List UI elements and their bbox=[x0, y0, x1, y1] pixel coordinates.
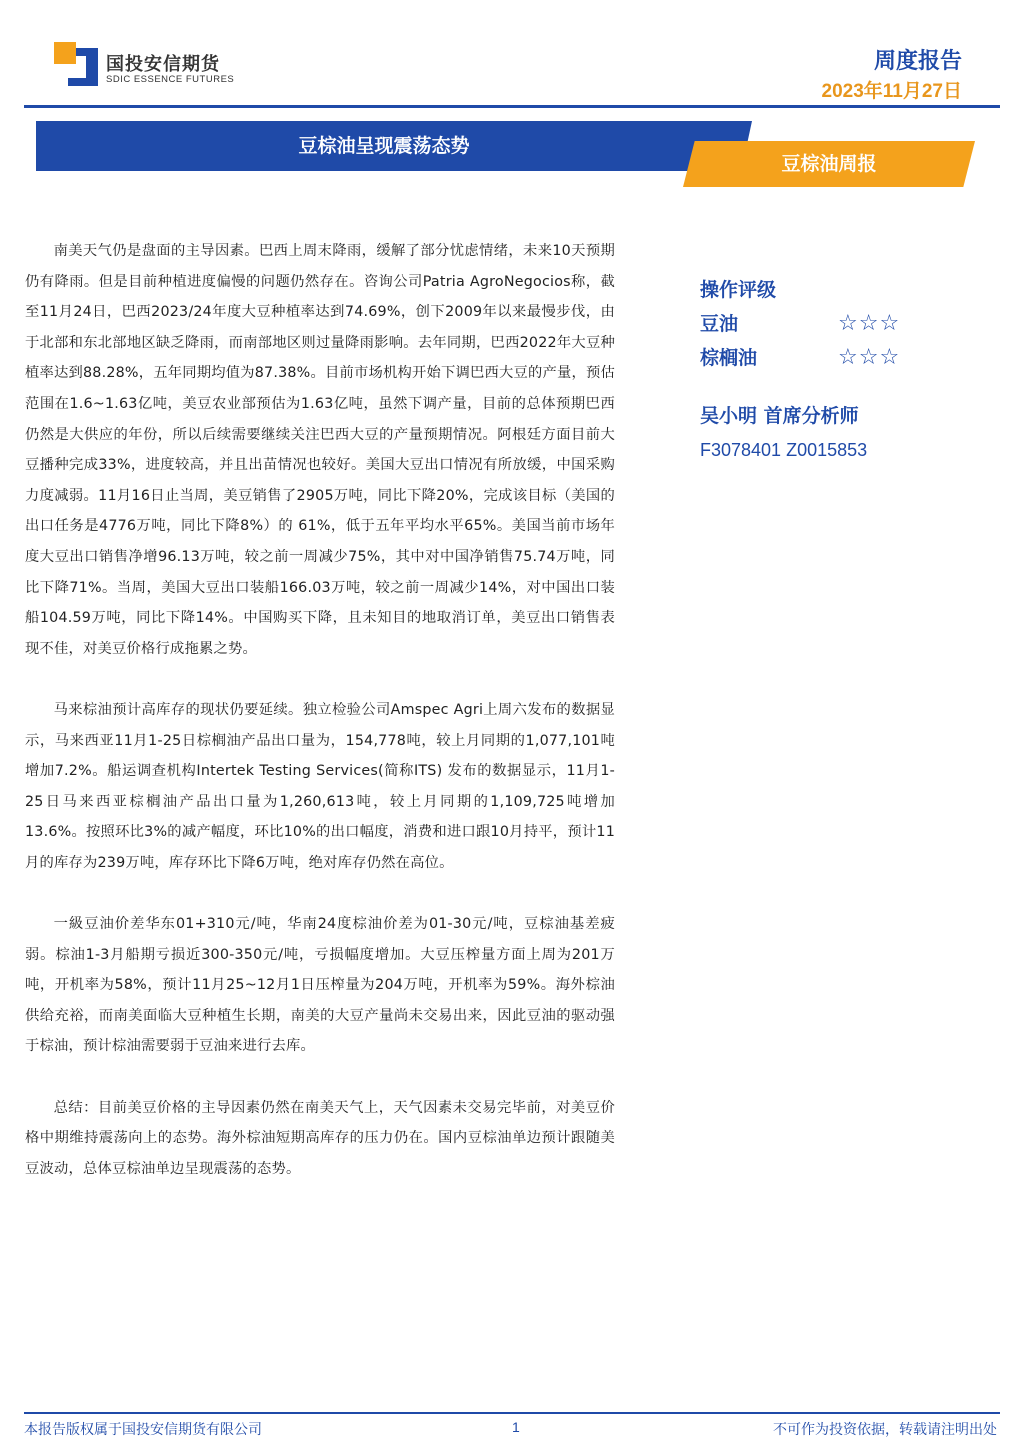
rating-sidebar bbox=[700, 273, 960, 467]
header-divider bbox=[24, 105, 1000, 108]
analyst-name: 吴小明 首席分析师 bbox=[700, 405, 859, 427]
star-rating-icon: ☆☆☆ bbox=[838, 345, 901, 370]
page-number: 1 bbox=[512, 1419, 520, 1435]
footer-divider bbox=[24, 1412, 1000, 1414]
paragraph-soybean: 南美天气仍是盘面的主导因素。巴西上周末降雨，缓解了部分忧虑情绪，未来10天预期仍有降雨。但是目前种植进度偏慢的问题仍然存在。咨询公司Patria AgroNegocios称，截至11月24日，巴西2023/24年度大豆种植率达到74.69%，创下2009年以来最慢步伐，由于北部和东北部地区缺乏降雨，而南部地区则过量降雨影响。去年同期，巴西2022年大豆种植率达到88.28%，五年同期均值为87.38%。目前市场机构开始下调巴西大豆的产量，预估范围在1.6~1.63亿吨，美豆农业部预估为1.63亿吨，虽然下调产量，目前的总体预期巴西仍然是大供应的年份，所以后续需要继续关注巴西大豆的产量预期情况。阿根廷方面目前大豆播种完成33%，进度较高，并且出苗情况也较好。美国大豆出口情况有所放缓，中国采购力度减弱。11月16日止当周，美豆销售了2905万吨，同比下降20%，完成该目标（美国的出口任务是4776万吨，同比下降8%）的 61%，低于五年平均水平65%。美国当前市场年度大豆出口销售净增96.13万吨，较之前一周减少75%，其中对中国净销售75.74万吨，同比下降71%。当周，美国大豆出口装船166.03万吨，较之前一周减少14%，对中国出口装船104.59万吨，同比下降14%。中国购买下降，且未知目的地取消订单，美豆出口销售表现不佳，对美豆价格行成拖累之势。 bbox=[25, 243, 615, 657]
rating-label: 豆油 bbox=[700, 313, 739, 335]
analyst-license: F3078401 Z0015853 bbox=[700, 440, 868, 460]
brand-name-cn: 国投安信期货 bbox=[106, 54, 220, 75]
report-date: 2023年11月27日 bbox=[821, 81, 962, 102]
star-rating-icon: ☆☆☆ bbox=[838, 311, 901, 336]
copyright-notice: 本报告版权属于国投安信期货有限公司 bbox=[24, 1422, 262, 1438]
report-type: 周度报告 bbox=[873, 49, 962, 74]
report-series: 豆棕油周报 bbox=[781, 153, 877, 175]
rating-label: 棕榈油 bbox=[700, 347, 758, 369]
brand-name-en: SDIC ESSENCE FUTURES bbox=[106, 74, 235, 85]
paragraph-summary: 总结：目前美豆价格的主导因素仍然在南美天气上，天气因素未交易完毕前，对美豆价格中期维持震荡向上的态势。海外棕油短期高库存的压力仍在。国内豆棕油单边预计跟随美豆波动，总体豆棕油单边呈现震荡的态势。 bbox=[25, 1099, 615, 1177]
report-body bbox=[25, 236, 615, 1215]
report-title: 豆棕油呈现震荡态势 bbox=[298, 135, 470, 157]
rating-title: 操作评级 bbox=[700, 279, 777, 301]
company-logo bbox=[54, 42, 98, 86]
rating-row-palm-oil bbox=[700, 341, 960, 375]
disclaimer-notice: 不可作为投资依据，转载请注明出处 bbox=[773, 1422, 997, 1438]
rating-row-soybean-oil bbox=[700, 307, 960, 341]
paragraph-palm-oil: 马来棕油预计高库存的现状仍要延续。独立检验公司Amspec Agri上周六发布的数据显示，马来西亚11月1-25日棕榈油产品出口量为，154,778吨，较上月同期的1,077,101吨增加7.2%。船运调查机构Intertek Testing Services(简称ITS) 发布的数据显示，11月1-25日马来西亚棕榈油产品出口量为1,260,613吨，较上月同期的1,109,725吨增加13.6%。按照环比3%的减产幅度，环比10%的出口幅度，消费和进口跟10月持平，预计11月的库存为239万吨，库存环比下降6万吨，绝对库存仍然在高位。 bbox=[25, 701, 615, 871]
paragraph-basis: 一級豆油价差华东01+310元/吨，华南24度棕油价差为01-30元/吨，豆棕油基差疲弱。棕油1-3月船期亏损近300-350元/吨，亏损幅度增加。大豆压榨量方面上周为201万吨，开机率为58%，预计11月25~12月1日压榨量为204万吨，开机率为59%。海外棕油供给充裕，而南美面临大豆种植生长期，南美的大豆产量尚未交易出来，因此豆油的驱动强于棕油，预计棕油需要弱于豆油来进行去库。 bbox=[25, 916, 615, 1055]
